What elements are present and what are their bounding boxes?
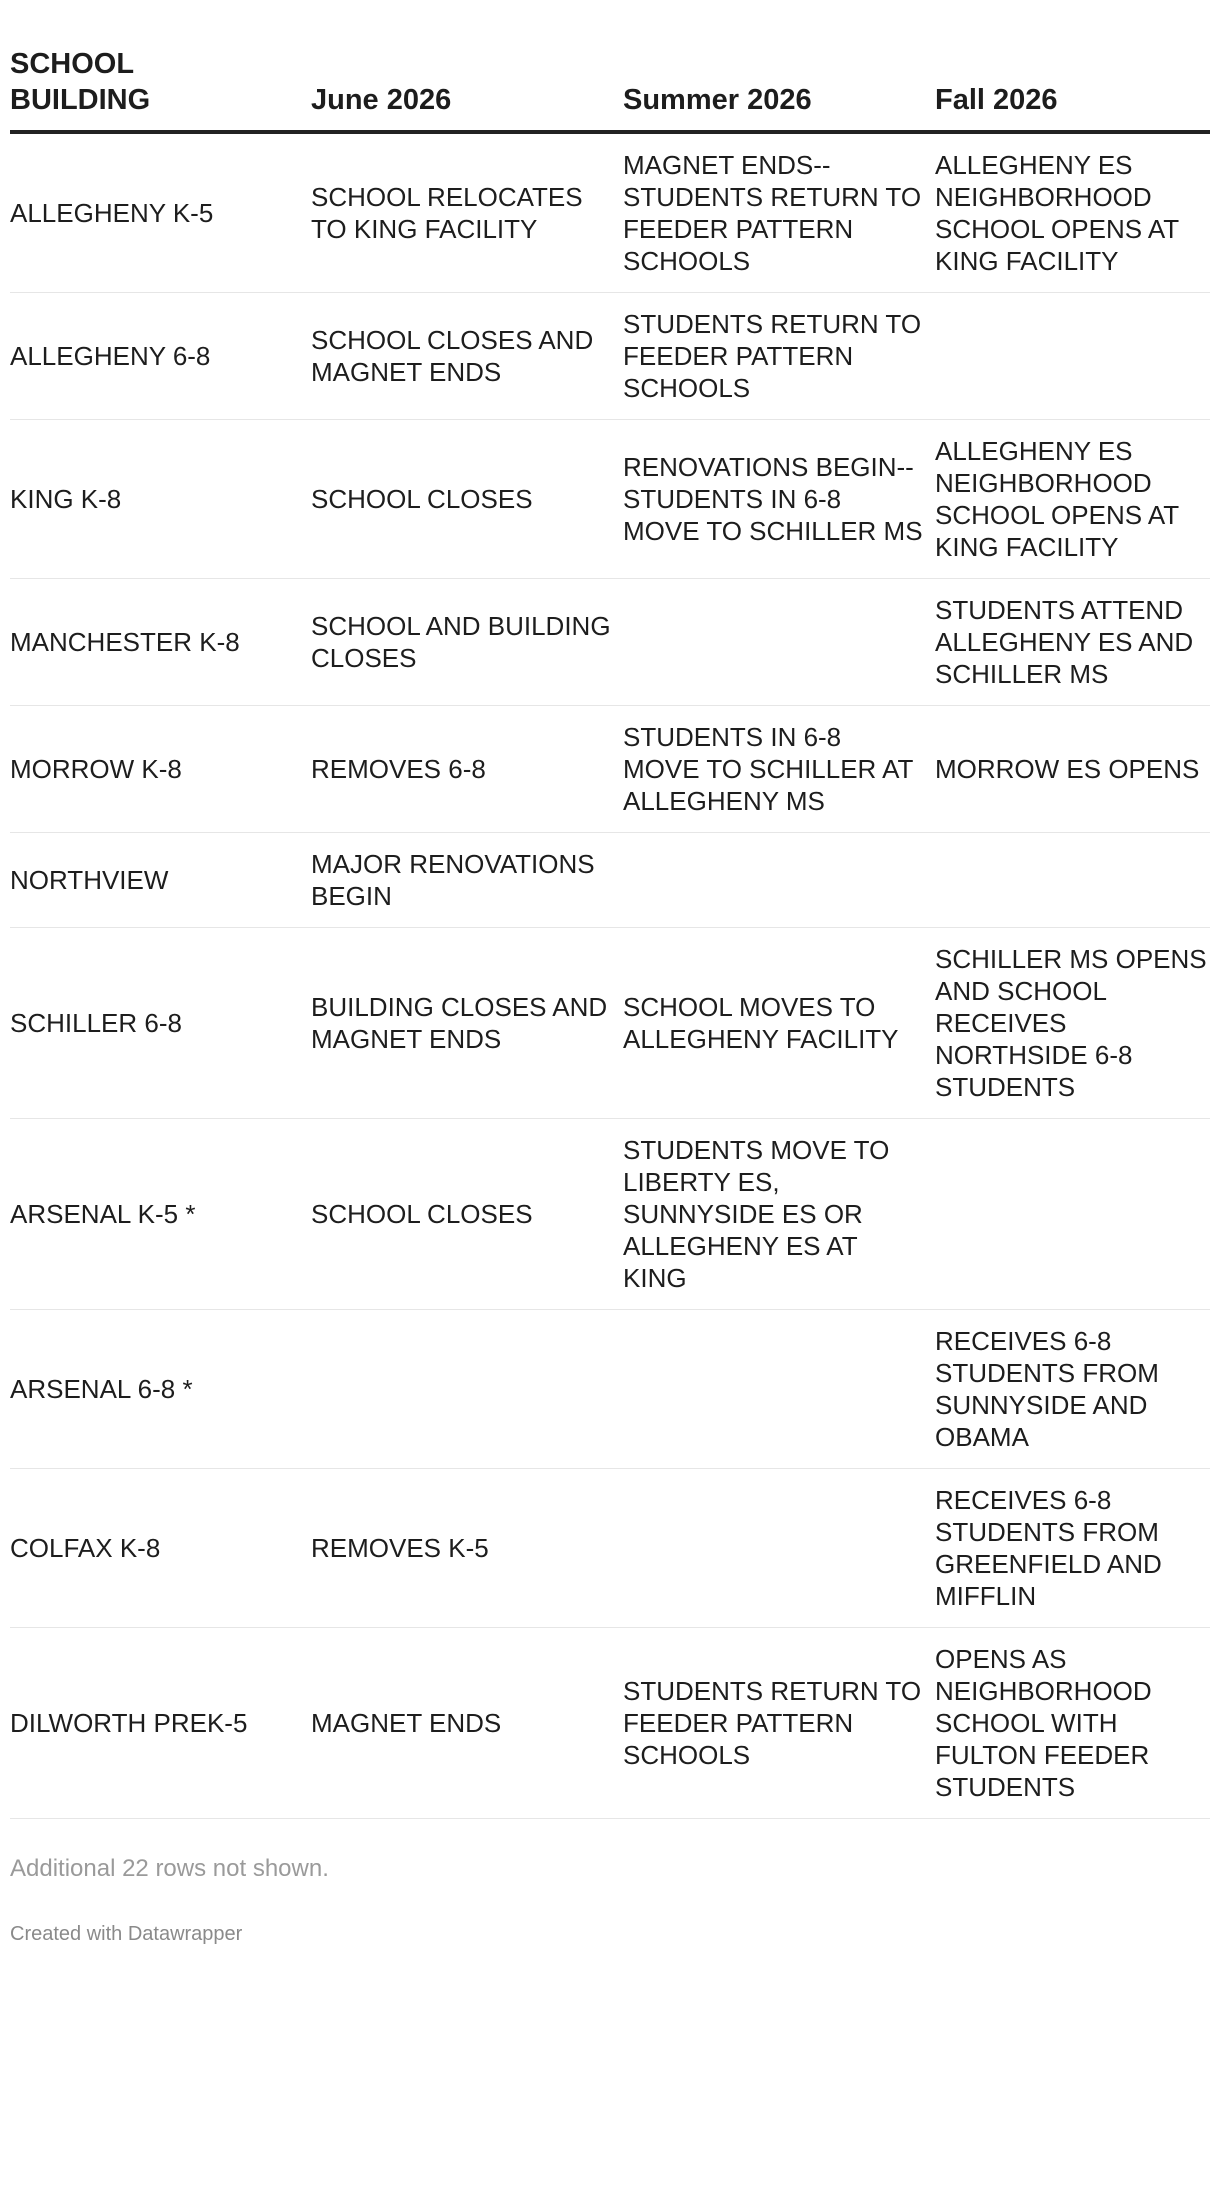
cell-june-2026: MAGNET ENDS [311, 1628, 623, 1819]
table-row [10, 706, 1210, 833]
cell-summer-2026 [623, 833, 935, 928]
cell-fall-2026: STUDENTS ATTEND ALLEGHENY ES AND SCHILLER MS [935, 579, 1210, 706]
cell-school-building: MORROW K-8 [10, 706, 311, 833]
table-header [10, 38, 1210, 132]
cell-fall-2026: ALLEGHENY ES NEIGHBORHOOD SCHOOL OPENS AT KING FACILITY [935, 420, 1210, 579]
header-text: SCHOOL [10, 48, 135, 80]
cell-fall-2026: SCHILLER MS OPENS AND SCHOOL RECEIVES NORTHSIDE 6-8 STUDENTS [935, 928, 1210, 1119]
table-row [10, 1628, 1210, 1819]
cell-june-2026: SCHOOL CLOSES AND MAGNET ENDS [311, 293, 623, 420]
table-body [10, 132, 1210, 1819]
credit-line: Created with Datawrapper [10, 1923, 243, 1945]
cell-fall-2026 [935, 833, 1210, 928]
cell-june-2026: BUILDING CLOSES AND MAGNET ENDS [311, 928, 623, 1119]
cell-summer-2026: STUDENTS MOVE TO LIBERTY ES, SUNNYSIDE ES OR ALLEGHENY ES AT KING [623, 1119, 935, 1310]
cell-summer-2026 [623, 1469, 935, 1628]
table-notes: Additional 22 rows not shown. [10, 1855, 329, 1882]
cell-summer-2026: STUDENTS IN 6-8 MOVE TO SCHILLER AT ALLEGHENY MS [623, 706, 935, 833]
cell-summer-2026: STUDENTS RETURN TO FEEDER PATTERN SCHOOLS [623, 293, 935, 420]
cell-fall-2026: OPENS AS NEIGHBORHOOD SCHOOL WITH FULTON FEEDER STUDENTS [935, 1628, 1210, 1819]
cell-fall-2026 [935, 293, 1210, 420]
table-row [10, 420, 1210, 579]
cell-june-2026: SCHOOL CLOSES [311, 1119, 623, 1310]
cell-june-2026: MAJOR RENOVATIONS BEGIN [311, 833, 623, 928]
header-text: Summer 2026 [623, 84, 812, 116]
table-row [10, 1119, 1210, 1310]
schedule-table [10, 38, 1210, 1819]
cell-summer-2026: STUDENTS RETURN TO FEEDER PATTERN SCHOOLS [623, 1628, 935, 1819]
cell-fall-2026: ALLEGHENY ES NEIGHBORHOOD SCHOOL OPENS AT KING FACILITY [935, 132, 1210, 293]
table-row [10, 1469, 1210, 1628]
cell-summer-2026 [623, 1310, 935, 1469]
cell-school-building: KING K-8 [10, 420, 311, 579]
cell-school-building: ALLEGHENY 6-8 [10, 293, 311, 420]
table-row [10, 579, 1210, 706]
header-june-2026[interactable] [311, 38, 623, 132]
cell-school-building: ALLEGHENY K-5 [10, 132, 311, 293]
cell-june-2026: SCHOOL CLOSES [311, 420, 623, 579]
header-text: Fall 2026 [935, 84, 1058, 116]
cell-school-building: MANCHESTER K-8 [10, 579, 311, 706]
cell-fall-2026: MORROW ES OPENS [935, 706, 1210, 833]
header-fall-2026[interactable] [935, 38, 1210, 132]
header-text: BUILDING [10, 84, 151, 116]
cell-school-building: ARSENAL K-5 * [10, 1119, 311, 1310]
cell-june-2026 [311, 1310, 623, 1469]
cell-summer-2026: MAGNET ENDS-- STUDENTS RETURN TO FEEDER PATTERN SCHOOLS [623, 132, 935, 293]
table-row [10, 1310, 1210, 1469]
cell-school-building: ARSENAL 6-8 * [10, 1310, 311, 1469]
table-row [10, 293, 1210, 420]
cell-june-2026: SCHOOL AND BUILDING CLOSES [311, 579, 623, 706]
table-row [10, 833, 1210, 928]
cell-school-building: NORTHVIEW [10, 833, 311, 928]
cell-june-2026: REMOVES K-5 [311, 1469, 623, 1628]
cell-summer-2026: RENOVATIONS BEGIN-- STUDENTS IN 6-8 MOVE TO SCHILLER MS [623, 420, 935, 579]
cell-fall-2026 [935, 1119, 1210, 1310]
header-row [10, 38, 1210, 132]
cell-school-building: COLFAX K-8 [10, 1469, 311, 1628]
header-school-building[interactable] [10, 38, 311, 132]
table-row [10, 928, 1210, 1119]
cell-summer-2026 [623, 579, 935, 706]
cell-fall-2026: RECEIVES 6-8 STUDENTS FROM GREENFIELD AND MIFFLIN [935, 1469, 1210, 1628]
cell-school-building: DILWORTH PREK-5 [10, 1628, 311, 1819]
cell-school-building: SCHILLER 6-8 [10, 928, 311, 1119]
header-text: June 2026 [311, 84, 452, 116]
cell-june-2026: SCHOOL RELOCATES TO KING FACILITY [311, 132, 623, 293]
cell-fall-2026: RECEIVES 6-8 STUDENTS FROM SUNNYSIDE AND OBAMA [935, 1310, 1210, 1469]
table-row [10, 132, 1210, 293]
cell-summer-2026: SCHOOL MOVES TO ALLEGHENY FACILITY [623, 928, 935, 1119]
header-summer-2026[interactable] [623, 38, 935, 132]
cell-june-2026: REMOVES 6-8 [311, 706, 623, 833]
